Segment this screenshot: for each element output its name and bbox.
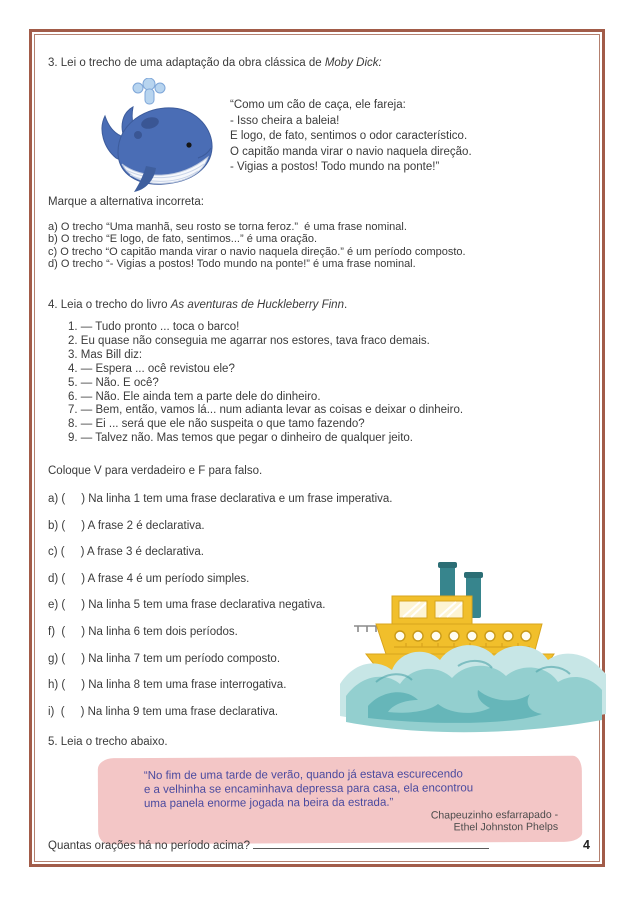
page-border-frame	[29, 29, 605, 867]
vf-item-b: b) ( ) A frase 2 é declarativa.	[48, 519, 205, 532]
q5-title: 5. Leia o trecho abaixo.	[48, 736, 168, 748]
q4-line: 5. — Não. E ocê?	[68, 376, 159, 389]
steamboat-waves-illustration	[340, 562, 606, 738]
vf-item-e: e) ( ) Na linha 5 tem uma frase declarativa negativa.	[48, 599, 326, 612]
q4-line: 7. — Bem, então, vamos lá... num adianta levar as coisas e deixar o dinheiro.	[68, 404, 464, 417]
quote-highlight-box	[98, 756, 582, 845]
vf-item-f: f) ( ) Na linha 6 tem dois períodos.	[48, 625, 238, 638]
q4-excerpt-lines	[68, 321, 463, 446]
answer-blank-line	[253, 837, 489, 849]
vf-item-g: g) ( ) Na linha 7 tem um período composto.	[48, 652, 281, 665]
q3-options	[48, 221, 466, 271]
q4-line: 9. — Talvez não. Mas temos que pegar o dinheiro de qualquer jeito.	[68, 432, 413, 445]
q4-line: 8. — Ei ... será que ele não suspeita o que tamo fazendo?	[68, 418, 365, 431]
q3-quote-line: - Isso cheira a baleia!	[230, 114, 340, 127]
vf-item-a: a) ( ) Na linha 1 tem uma frase declarativa e um frase imperativa.	[48, 493, 393, 505]
answer-question-text: Quantas orações há no período acima?	[48, 840, 251, 852]
q3-quote-line: E logo, de fato, sentimos o odor característico.	[230, 130, 468, 142]
vf-item-h: h) ( ) Na linha 8 tem uma frase interrogativa.	[48, 679, 287, 692]
q5-quote-line: uma panela enorme jogada na beira da estrada.”	[143, 796, 394, 811]
q5-quote-line: “No fim de uma tarde de verão, quando já estava escurecendo	[143, 768, 463, 783]
answer-question	[48, 837, 489, 853]
quote-attribution-line: Ethel Johnston Phelps	[453, 820, 559, 834]
q3-option-b: b) O trecho “E logo, de fato, sentimos...” é uma oração.	[48, 233, 318, 246]
q3-option-d: d) O trecho “- Vigias a postos! Todo mundo na ponte!” é uma frase nominal.	[48, 258, 416, 271]
q5-quote-line: e a velhinha se encaminhava depressa para casa, ela encontrou	[143, 782, 474, 797]
whale-illustration	[82, 78, 218, 198]
q3-book-title: Moby Dick:	[324, 57, 382, 69]
q3-quote-block	[230, 98, 472, 176]
vf-instruction: Coloque V para verdadeiro e F para falso.	[48, 465, 263, 477]
q4-book-title: As aventuras de Huckleberry Finn	[170, 299, 344, 311]
q3-quote-line: O capitão manda virar o navio naquela direção.	[230, 145, 472, 158]
q3-title	[48, 56, 382, 70]
q4-line: 6. — Não. Ele ainda tem a parte dele do dinheiro.	[68, 390, 321, 403]
q4-title	[48, 298, 347, 312]
vf-item-i: i) ( ) Na linha 9 tem uma frase declarativa.	[48, 705, 279, 718]
quote-attribution-line: Chapeuzinho esfarrapado -	[430, 808, 559, 822]
q4-line: 1. — Tudo pronto ... toca o barco!	[68, 321, 240, 333]
q3-option-a: a) O trecho “Uma manhã, seu rosto se torna feroz.” é uma frase nominal.	[48, 221, 407, 233]
q4-line: 3. Mas Bill diz:	[68, 348, 143, 361]
q4-line: 4. — Espera ... ocê revistou ele?	[68, 362, 235, 375]
q3-title-text: 3. Lei o trecho de uma adaptação da obra clássica de	[48, 57, 325, 69]
q3-quote-line: - Vigias a postos! Todo mundo na ponte!”	[230, 161, 440, 173]
vf-item-d: d) ( ) A frase 4 é um período simples.	[48, 572, 250, 585]
page-number: 4	[583, 838, 590, 852]
q3-option-c: c) O trecho “O capitão manda virar o navio naquela direção.” é um período composto.	[48, 245, 466, 258]
quote-attribution	[144, 809, 558, 835]
q3-quote-line: “Como um cão de caça, ele fareja:	[230, 99, 406, 111]
q4-title-suffix: .	[343, 299, 348, 311]
q4-line: 2. Eu quase não conseguia me agarrar nos estores, tava fraco demais.	[68, 334, 430, 347]
q4-title-text: 4. Leia o trecho do livro	[48, 299, 171, 311]
q3-instruction: Marque a alternativa incorreta:	[48, 196, 204, 208]
vf-item-c: c) ( ) A frase 3 é declarativa.	[48, 546, 204, 559]
